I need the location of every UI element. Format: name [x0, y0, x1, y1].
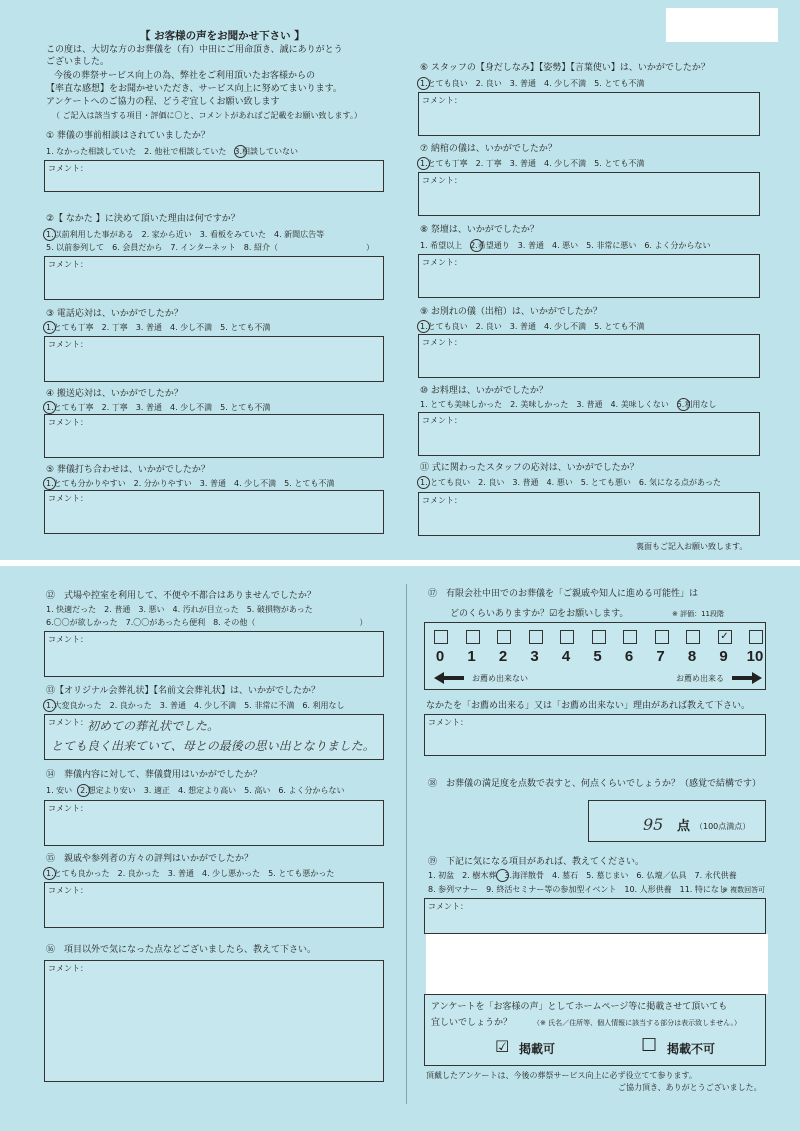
scale-number-8: 8 — [687, 648, 697, 665]
intro-line-3: 今後の葬祭サービス向上の為、弊社をご利用頂いたお客様からの — [54, 71, 316, 81]
intro-line-1: この度は、大切な方のお葬儀を（有）中田にご用命頂き、誠にありがとう — [46, 45, 343, 55]
q17-reason-prompt: なかたを「お薦め出来る」又は「お薦め出来ない」理由があれば教えて下さい。 — [426, 701, 751, 711]
comment-label: コメント： — [48, 260, 88, 269]
q19-selected-circle — [496, 869, 509, 882]
scale-number-7: 7 — [656, 648, 665, 665]
comment-label: コメント： — [48, 164, 88, 173]
q6-selected-circle — [417, 77, 430, 90]
publish-ok-label: 掲載可 — [519, 1042, 556, 1056]
q14-options: 1. 安い 2.想定より安い 3. 適正 4. 想定より高い 5. 高い 6. よく分からない — [46, 786, 345, 795]
publish-ng-checkbox[interactable]: ☐ — [641, 1035, 658, 1056]
q8-options: 1. 希望以上 2.希望通り 3. 普通 4. 悪い 5. 非常に悪い 6. よく分からない — [420, 241, 711, 250]
scale-number-1: 1 — [467, 648, 476, 665]
q7-options: 1.とても丁寧 2. 丁寧 3. 普通 4. 少し不満 5. とても不満 — [420, 159, 645, 168]
q18-scale-note: （100点満点） — [695, 822, 751, 831]
scale-number-3: 3 — [530, 648, 539, 665]
scale-number-10: 10 — [746, 648, 764, 665]
q16-comment-box[interactable] — [44, 960, 384, 1082]
q3-options: 1.とても丁寧 2. 丁寧 3. 普通 4. 少し不満 5. とても不満 — [46, 323, 271, 332]
q10-title: ⑩ お料理は、いかがでしたか？ — [420, 386, 548, 396]
comment-label: コメント： — [48, 886, 88, 895]
scale-number-0: 0 — [435, 648, 445, 665]
q12-options-line-1: 1. 快適だった 2. 普通 3. 悪い 4. 汚れが目立った 5. 破損物があった — [46, 605, 313, 614]
q18-score-box[interactable] — [588, 800, 766, 842]
q19-comment-box[interactable] — [424, 898, 766, 934]
q9-selected-circle — [417, 320, 430, 333]
comment-label: コメント： — [48, 718, 88, 727]
survey-title: 【 お客様の声をお聞かせ下さい 】 — [140, 30, 305, 42]
comment-label: コメント： — [422, 416, 462, 425]
q10-selected-circle — [677, 398, 690, 411]
q5-title: ⑤ 葬儀打ち合わせは、いかがでしたか？ — [46, 465, 210, 475]
q14-selected-circle — [77, 784, 90, 797]
q3-comment-box[interactable] — [44, 336, 384, 382]
scale-checkbox-0[interactable] — [434, 630, 448, 644]
q15-title: ⑮ 親戚や参列者の方々の評判はいかがでしたか？ — [46, 854, 254, 864]
intro-line-6: （ ご記入は該当する項目・評価に〇と、コメントがあればご記載をお願い致します。） — [52, 111, 362, 120]
right-arrow-icon — [732, 672, 762, 684]
q17-note: ※ 評価：11段階 — [672, 610, 724, 618]
consent-line-2: 宜しいでしょうか？ — [431, 1018, 513, 1028]
q18-score-unit: 点 — [677, 819, 691, 834]
q15-selected-circle — [43, 867, 56, 880]
q8-comment-box[interactable] — [418, 254, 760, 298]
q2-options-line-1: 1.以前利用した事がある 2. 家から近い 3. 看板をみていた 4. 新聞広告等 — [46, 230, 325, 239]
q5-selected-circle — [43, 477, 56, 490]
q17-subtitle: どのくらいありますか？☑をお願いします。 — [450, 609, 629, 619]
scale-checkbox-2[interactable] — [497, 630, 511, 644]
comment-label: コメント： — [428, 902, 468, 911]
left-arrow-icon — [434, 672, 464, 684]
q14-comment-box[interactable] — [44, 800, 384, 846]
q4-options: 1.とても丁寧 2. 丁寧 3. 普通 4. 少し不満 5. とても不満 — [46, 403, 271, 412]
redacted-area — [666, 8, 778, 42]
q6-comment-box[interactable] — [418, 92, 760, 136]
comment-label: コメント： — [422, 496, 462, 505]
q13-comment-box[interactable] — [44, 714, 384, 760]
q4-title: ④ 搬送応対は、いかがでしたか？ — [46, 389, 183, 399]
intro-line-2: ございました。 — [46, 57, 110, 67]
q5-comment-box[interactable] — [44, 490, 384, 534]
q6-options: 1.とても良い 2. 良い 3. 普通 4. 少し不満 5. とても不満 — [420, 79, 645, 88]
q19-options-line-1: 1. 初盆 2. 樹木葬 3.海洋散骨 4. 墓石 5. 墓じまい 6. 仏壇／仏具 7. 永代供養 — [428, 871, 737, 880]
q12-options-line-2: 6.〇〇が欲しかった 7.〇〇があったら便利 8. その他（ ） — [46, 618, 368, 627]
q13-options: 1.大変良かった 2. 良かった 3. 普通 4. 少し不満 5. 非常に不満 6. 利用なし — [46, 701, 345, 710]
q11-comment-box[interactable] — [418, 492, 760, 536]
q11-title: ⑪ 式に関わったスタッフの応対は、いかがでしたか？ — [420, 463, 639, 473]
q11-options: 1. とても良い 2. 良い 3. 普通 4. 悪い 5. とても悪い 6. 気になる点があった — [420, 478, 721, 487]
q14-title: ⑭ 葬儀内容に対して、葬儀費用はいかがでしたか？ — [46, 770, 262, 780]
q1-selected-circle — [234, 145, 247, 158]
scale-checkbox-9[interactable]: ✓ — [718, 630, 732, 644]
q7-selected-circle — [417, 157, 430, 170]
q3-title: ③ 電話応対は、いかがでしたか？ — [46, 309, 183, 319]
q1-title: ① 葬儀の事前相談はされていましたか？ — [46, 131, 210, 141]
q8-selected-circle — [470, 239, 483, 252]
scale-checkbox-8[interactable] — [686, 630, 700, 644]
intro-line-4: 【率直な感想】をお聞かせいただき、サービス向上に努めてまいります。 — [46, 84, 342, 94]
comment-label: コメント： — [48, 494, 88, 503]
q8-title: ⑧ 祭壇は、いかがでしたか？ — [420, 225, 539, 235]
q1-options: 1. なかった相談していた 2. 他社で相談していた 3.相談していない — [46, 147, 298, 156]
comment-label: コメント： — [48, 964, 88, 973]
q18-score-value: 95 — [643, 815, 664, 834]
q15-comment-box[interactable] — [44, 882, 384, 928]
q1-comment-box[interactable] — [44, 160, 384, 192]
comment-label: コメント： — [422, 176, 462, 185]
scale-checkbox-1[interactable] — [466, 630, 480, 644]
q2-selected-circle — [43, 228, 56, 241]
q13-handwritten-comment-1: 初めての葬礼状でした。 — [87, 719, 220, 733]
scale-checkbox-7[interactable] — [655, 630, 669, 644]
scale-number-9: 9 — [719, 648, 728, 665]
comment-label: コメント： — [422, 338, 462, 347]
q9-options: 1.とても良い 2. 良い 3. 普通 4. 少し不満 5. とても不満 — [420, 322, 645, 331]
q12-comment-box[interactable] — [44, 631, 384, 677]
scale-checkbox-5[interactable] — [592, 630, 606, 644]
q11-selected-circle — [417, 476, 430, 489]
scale-checkbox-3[interactable] — [529, 630, 543, 644]
comment-label: コメント： — [48, 635, 88, 644]
closing-line-1: 頂戴したアンケートは、今後の葬祭サービス向上に必ず役立てて参ります。 — [426, 1071, 697, 1080]
turn-over-note: 裏面もご記入お願い致します。 — [636, 542, 748, 551]
survey-back-page — [0, 566, 800, 1131]
column-divider — [406, 584, 407, 1104]
scale-checkbox-6[interactable] — [623, 630, 637, 644]
survey-front-page — [0, 0, 800, 560]
q4-selected-circle — [43, 401, 56, 414]
q17-comment-box[interactable] — [424, 714, 766, 756]
q16-title: ⑯ 項目以外で気になった点などございましたら、教えて下さい。 — [46, 945, 317, 955]
scale-number-5: 5 — [593, 648, 602, 665]
intro-line-5: アンケートへのご協力の程、どうぞ宜しくお願い致します — [46, 97, 280, 107]
q3-selected-circle — [43, 321, 56, 334]
q12-title: ⑫ 式場や控室を利用して、不便や不都合はありませんでしたか？ — [46, 591, 316, 601]
q17-title: ⑰ 有限会社中田でのお葬儀を「ご親戚や知人に進める可能性」は — [428, 589, 699, 599]
publication-consent-box — [424, 994, 766, 1066]
comment-label: コメント： — [48, 418, 88, 427]
comment-label: コメント： — [48, 804, 88, 813]
q7-comment-box[interactable] — [418, 172, 760, 216]
comment-label: コメント： — [48, 340, 88, 349]
q10-options: 1. とても美味しかった 2. 美味しかった 3. 普通 4. 美味しくない 5.利用なし — [420, 400, 717, 409]
q19-note: ※ 複数回答可 — [722, 886, 766, 894]
comment-label: コメント： — [428, 718, 468, 727]
q2-title: ②【 なかた 】に決めて頂いた理由は何ですか？ — [46, 214, 240, 224]
q13-handwritten-comment-2: とても良く出来ていて、母との最後の思い出となりました。 — [51, 739, 375, 753]
scale-number-2: 2 — [498, 648, 508, 665]
consent-line-1: アンケートを「お客様の声」としてホームページ等に掲載させて頂いても — [431, 1002, 728, 1012]
q2-options-line-2: 5. 以前参列して 6. 会員だから 7. インターネット 8. 紹介（ ） — [46, 243, 374, 252]
closing-line-2: ご協力頂き、ありがとうございました。 — [618, 1083, 762, 1092]
q6-title: ⑥ スタッフの【身だしなみ】【姿勢】【言葉使い】は、いかがでしたか？ — [420, 63, 710, 73]
q13-title: ⑬【オリジナル会葬礼状】【名前文会葬礼状】は、いかがでしたか？ — [46, 686, 321, 696]
q15-options: 1.とても良かった 2. 良かった 3. 普通 4. 少し悪かった 5. とても悪かった — [46, 869, 335, 878]
redacted-area — [426, 934, 768, 994]
q10-comment-box[interactable] — [418, 412, 760, 456]
scale-checkbox-10[interactable] — [749, 630, 763, 644]
q7-title: ⑦ 納棺の儀は、いかがでしたか？ — [420, 144, 557, 154]
q19-options-line-2: 8. 参列マナー 9. 終活セミナー等の参加型イベント 10. 人形供養 11. 特になし — [428, 885, 727, 894]
q13-selected-circle — [43, 699, 56, 712]
recommend-label: お薦め出来る — [676, 674, 724, 683]
comment-label: コメント： — [422, 96, 462, 105]
q18-title: ⑱ お葬儀の満足度を点数で表すと、何点くらいでしょうか？（感覚で結構です） — [428, 779, 762, 789]
q9-title: ⑨ お別れの儀（出棺）は、いかがでしたか？ — [420, 307, 602, 317]
scale-number-6: 6 — [624, 648, 634, 665]
q2-comment-box[interactable] — [44, 256, 384, 300]
q5-options: 1.とても分かりやすい 2. 分かりやすい 3. 普通 4. 少し不満 5. とても不満 — [46, 479, 335, 488]
q9-comment-box[interactable] — [418, 334, 760, 378]
consent-privacy-note: （※ 氏名／住所等、個人情報に該当する部分は表示致しません。） — [533, 1019, 742, 1027]
q19-title: ⑲ 下記に気になる項目があれば、教えてください。 — [428, 857, 645, 867]
scale-checkbox-4[interactable] — [560, 630, 574, 644]
comment-label: コメント： — [422, 258, 462, 267]
q4-comment-box[interactable] — [44, 414, 384, 458]
scale-number-4: 4 — [561, 648, 571, 665]
publish-ok-checkbox[interactable]: ☑ — [495, 1037, 510, 1056]
publish-ng-label: 掲載不可 — [667, 1042, 716, 1056]
not-recommend-label: お薦め出来ない — [472, 674, 528, 683]
